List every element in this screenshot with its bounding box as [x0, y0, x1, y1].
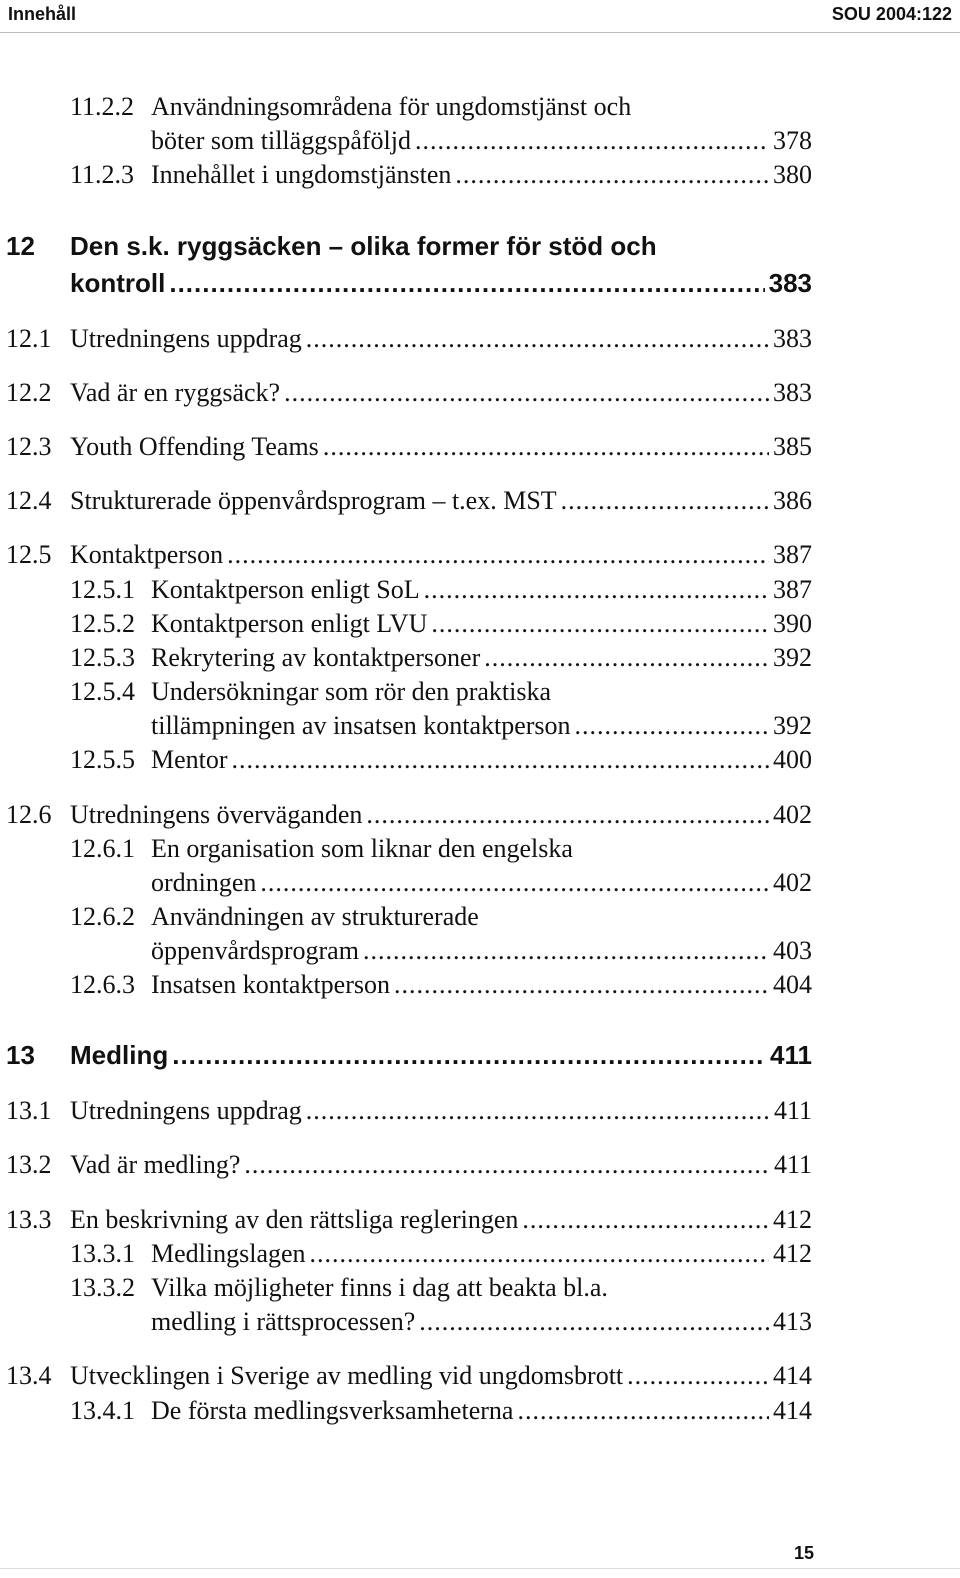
toc-entry	[0, 1237, 812, 1271]
toc-entry-number: 13.1	[6, 1096, 52, 1125]
toc-chapter-entry	[0, 1038, 812, 1072]
toc-entry	[0, 934, 812, 968]
toc-entry-number: 12.1	[6, 324, 52, 353]
toc-entry	[0, 322, 812, 356]
toc-entry	[0, 900, 812, 934]
toc-entry	[0, 1203, 812, 1237]
toc-entry-number: 13.2	[6, 1150, 52, 1179]
toc-entry	[0, 484, 812, 518]
toc-entry-number: 11.2.2	[70, 92, 135, 121]
toc-page-number: 378	[773, 126, 812, 155]
toc-page-number: 386	[773, 486, 812, 515]
toc-entry-number: 13.4.1	[70, 1396, 135, 1425]
toc-entry-title: Undersökningar som rör den praktiska	[151, 677, 552, 706]
toc-page-number: 411	[773, 1150, 812, 1179]
toc-entry-title: Användningen av strukturerade	[151, 902, 479, 931]
toc-chapter-entry	[0, 266, 812, 300]
toc-entry-title: Kontaktperson enligt SoL	[151, 575, 420, 604]
dot-leader	[323, 430, 769, 464]
dot-leader	[260, 866, 769, 900]
toc-entry-title: Insatsen kontaktperson	[151, 970, 391, 999]
toc-page-number: 404	[773, 970, 812, 999]
page-number: 15	[793, 1543, 814, 1563]
toc-page-number: 392	[773, 643, 812, 672]
toc-entry	[0, 675, 812, 709]
dot-leader	[306, 1094, 770, 1128]
toc-entry-number: 12.5.3	[70, 643, 135, 672]
dot-leader	[310, 1237, 769, 1271]
toc-entry-title: Utvecklingen i Sverige av medling vid ungdomsbrott	[70, 1361, 624, 1390]
dot-leader	[244, 1148, 770, 1182]
toc-page-number: 383	[773, 324, 812, 353]
toc-page-number: 402	[773, 868, 812, 897]
toc-entry-number: 12.5.2	[70, 609, 135, 638]
toc-entry-title: Den s.k. ryggsäcken – olika former för stöd och	[70, 231, 657, 261]
toc-entry	[0, 376, 812, 410]
toc-entry-number: 12.6	[6, 800, 52, 829]
toc-entry-title: Strukturerade öppenvårdsprogram – t.ex. MST	[70, 486, 557, 515]
toc-entry-number: 13.3	[6, 1205, 52, 1234]
toc-entry-title: Vad är en ryggsäck?	[70, 378, 281, 407]
page-divider	[0, 1568, 960, 1569]
toc-entry-number: 12.5	[6, 540, 52, 569]
toc-entry	[0, 573, 812, 607]
toc-entry-title: Kontaktperson	[70, 540, 224, 569]
toc-entry-number: 13.3.1	[70, 1239, 135, 1268]
header-divider	[0, 32, 960, 33]
dot-leader	[522, 1203, 769, 1237]
toc-entry-title: Användningsområdena för ungdomstjänst och	[151, 92, 632, 121]
dot-leader	[366, 798, 769, 832]
toc-entry	[0, 430, 812, 464]
dot-leader	[227, 538, 769, 572]
toc-page-number: 414	[773, 1361, 812, 1390]
toc-entry-title: öppenvårdsprogram	[151, 936, 359, 965]
toc-entry-number: 13.4	[6, 1361, 52, 1390]
toc-page-number: 390	[773, 609, 812, 638]
dot-leader	[419, 1305, 769, 1339]
toc-entry	[0, 866, 812, 900]
toc-page-number: 387	[773, 540, 812, 569]
toc-entry-title: kontroll	[70, 268, 166, 298]
toc-entry-number: 11.2.3	[70, 160, 135, 189]
dot-leader	[627, 1359, 769, 1393]
toc-entry	[0, 1148, 812, 1182]
toc-entry-title: Vad är medling?	[70, 1150, 241, 1179]
toc-entry-number: 12.5.4	[70, 677, 135, 706]
toc-entry	[0, 798, 812, 832]
toc-entry	[0, 709, 812, 743]
toc-page-number: 413	[773, 1307, 812, 1336]
toc-entry-number: 12.6.1	[70, 834, 135, 863]
dot-leader	[415, 124, 769, 158]
toc-entry	[0, 641, 812, 675]
toc-entry-title: böter som tilläggspåföljd	[151, 126, 411, 155]
toc-entry	[0, 832, 812, 866]
toc-entry	[0, 743, 812, 777]
toc-entry-title: Kontaktperson enligt LVU	[151, 609, 428, 638]
toc-entry	[0, 607, 812, 641]
toc-entry	[0, 1094, 812, 1128]
toc-entry	[0, 124, 812, 158]
dot-leader	[284, 376, 769, 410]
toc-entry-title: ordningen	[151, 868, 257, 897]
toc-entry-title: Utredningens överväganden	[70, 800, 363, 829]
toc-entry-number: 12.5.1	[70, 575, 135, 604]
toc-entry	[0, 968, 812, 1002]
dot-leader	[363, 934, 769, 968]
toc-entry-number: 12.3	[6, 432, 52, 461]
dot-leader	[484, 641, 769, 675]
toc-entry-title: Vilka möjligheter finns i dag att beakta bl.a.	[151, 1273, 608, 1302]
toc-entry-number: 12.6.2	[70, 902, 135, 931]
toc-entry-title: Medlingslagen	[151, 1239, 306, 1268]
toc-entry-title: De första medlingsverksamheterna	[151, 1396, 514, 1425]
running-header-section: Innehåll	[8, 4, 77, 24]
toc-page-number: 385	[773, 432, 812, 461]
toc-page-number: 403	[773, 936, 812, 965]
toc-entry-title: Youth Offending Teams	[70, 432, 319, 461]
dot-leader	[455, 158, 769, 192]
toc-entry-title: Mentor	[151, 745, 228, 774]
toc-entry-title: Medling	[70, 1040, 169, 1070]
toc-page-number: 402	[773, 800, 812, 829]
toc-entry-title: tillämpningen av insatsen kontaktperson	[151, 711, 571, 740]
toc-page-number: 383	[773, 378, 812, 407]
toc-entry-number: 13	[6, 1040, 35, 1070]
toc-page-number: 414	[773, 1396, 812, 1425]
toc-entry-number: 12	[6, 231, 35, 261]
toc-page-number: 387	[773, 575, 812, 604]
toc-entry-title: En beskrivning av den rättsliga regleringen	[70, 1205, 519, 1234]
toc-entry-number: 12.2	[6, 378, 52, 407]
toc-entry	[0, 1305, 812, 1339]
toc-page-number: 412	[773, 1205, 812, 1234]
dot-leader	[169, 266, 764, 300]
toc-entry	[0, 1271, 812, 1305]
dot-leader	[517, 1394, 769, 1428]
dot-leader	[424, 573, 769, 607]
dot-leader	[561, 484, 769, 518]
dot-leader	[232, 743, 769, 777]
toc-entry-number: 12.4	[6, 486, 52, 515]
toc-page-number: 412	[773, 1239, 812, 1268]
dot-leader	[431, 607, 769, 641]
toc-page-number: 400	[773, 745, 812, 774]
toc-entry	[0, 1359, 812, 1393]
toc-page-number: 411	[773, 1096, 812, 1125]
toc-page-number: 411	[770, 1040, 812, 1070]
toc-entry	[0, 158, 812, 192]
toc-page-number: 392	[773, 711, 812, 740]
toc-entry-title: Rekrytering av kontaktpersoner	[151, 643, 481, 672]
dot-leader	[306, 322, 769, 356]
running-header-document-id: SOU 2004:122	[831, 4, 952, 24]
toc-page-number: 380	[773, 160, 812, 189]
toc-entry-title: En organisation som liknar den engelska	[151, 834, 573, 863]
toc-entry-title: Innehållet i ungdomstjänsten	[151, 160, 452, 189]
dot-leader	[172, 1038, 766, 1072]
dot-leader	[394, 968, 769, 1002]
toc-entry-number: 12.5.5	[70, 745, 135, 774]
toc-entry-title: Utredningens uppdrag	[70, 324, 302, 353]
toc-chapter-entry	[0, 229, 812, 263]
toc-entry-title: medling i rättsprocessen?	[151, 1307, 416, 1336]
toc-entry	[0, 538, 812, 572]
toc-entry	[0, 90, 812, 124]
toc-entry-number: 12.6.3	[70, 970, 135, 999]
toc-entry-number: 13.3.2	[70, 1273, 135, 1302]
toc-entry-title: Utredningens uppdrag	[70, 1096, 302, 1125]
toc-page-number: 383	[768, 268, 812, 298]
dot-leader	[575, 709, 769, 743]
toc-entry	[0, 1394, 812, 1428]
